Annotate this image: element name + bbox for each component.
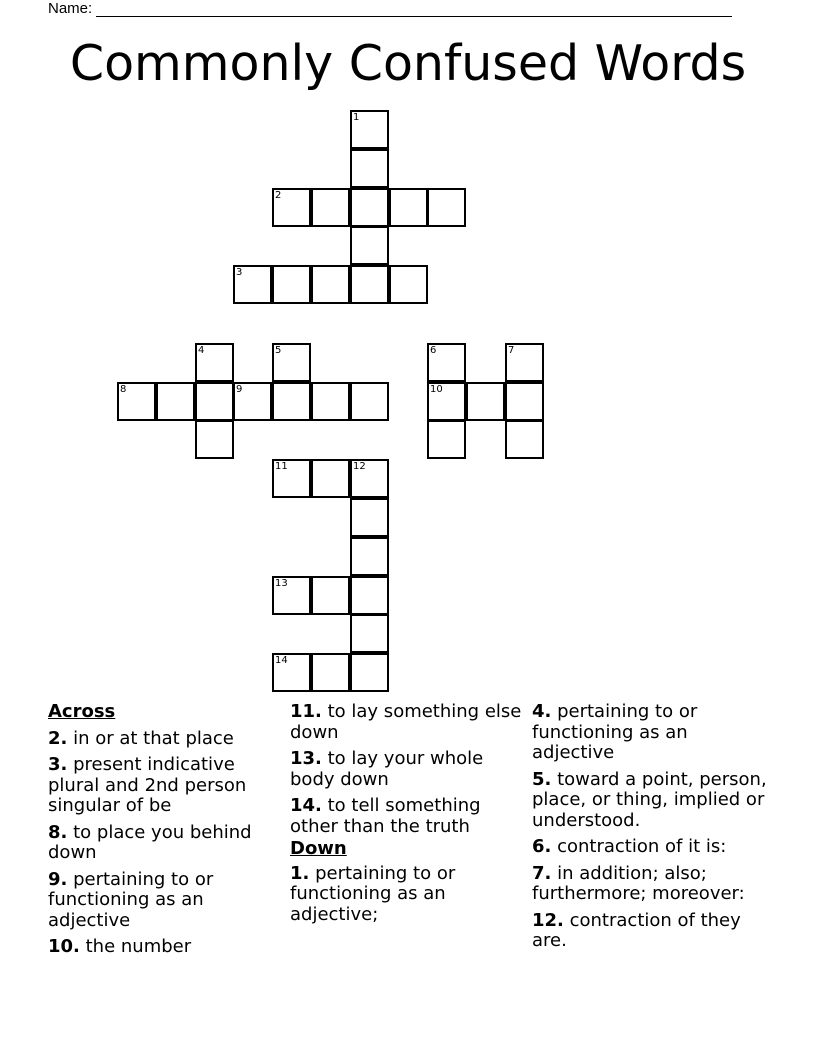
clue-item <box>532 911 770 952</box>
crossword-cell[interactable] <box>272 459 311 498</box>
clue-number: 7. <box>532 862 552 884</box>
cell-number: 10 <box>430 384 443 395</box>
crossword-cell[interactable] <box>350 226 389 265</box>
clue-number: 5. <box>532 768 552 790</box>
crossword-cell[interactable] <box>272 576 311 615</box>
crossword-cell[interactable] <box>311 382 350 421</box>
clue-item <box>48 755 286 817</box>
clue-number: 1. <box>290 862 310 884</box>
crossword-cell[interactable] <box>350 110 389 149</box>
down-clue-list-continued <box>532 702 770 952</box>
crossword-cell[interactable] <box>350 265 389 304</box>
clue-item <box>48 823 286 864</box>
crossword-cell[interactable] <box>195 343 234 382</box>
clue-item <box>48 937 286 958</box>
crossword-cell[interactable] <box>466 382 505 421</box>
clue-text: to place you behind down <box>48 821 252 863</box>
name-label: Name: <box>48 0 93 17</box>
crossword-cell[interactable] <box>156 382 195 421</box>
clue-item <box>532 864 770 905</box>
crossword-cell[interactable] <box>272 382 311 421</box>
clue-number: 8. <box>48 821 68 843</box>
clue-number: 10. <box>48 936 80 957</box>
across-clue-list-continued <box>290 702 528 837</box>
clue-item <box>532 702 770 764</box>
clue-text: pertaining to or functioning as an adjective; <box>290 862 456 925</box>
cell-number: 1 <box>353 112 360 123</box>
crossword-cell[interactable] <box>117 382 156 421</box>
crossword-cell[interactable] <box>350 149 389 188</box>
crossword-cell[interactable] <box>505 420 544 459</box>
clue-number: 9. <box>48 868 68 890</box>
crossword-cell[interactable] <box>350 653 389 692</box>
cell-number: 9 <box>236 384 243 395</box>
clue-text: present indicative plural and 2nd person singular of be <box>48 754 247 816</box>
clue-number: 12. <box>532 909 564 931</box>
cell-number: 4 <box>198 345 205 356</box>
cell-number: 6 <box>430 345 437 356</box>
clue-number: 2. <box>48 727 68 749</box>
clue-number: 4. <box>532 701 552 722</box>
crossword-cell[interactable] <box>427 420 466 459</box>
crossword-cell[interactable] <box>505 382 544 421</box>
clue-text: in or at that place <box>67 727 234 749</box>
clue-item <box>532 770 770 832</box>
crossword-cell[interactable] <box>350 537 389 576</box>
clue-text: in addition; also; furthermore; moreover: <box>532 862 745 904</box>
across-clue-list <box>48 729 286 958</box>
crossword-cell[interactable] <box>389 188 428 227</box>
clue-text: toward a point, person, place, or thing, implied or understood. <box>532 768 767 831</box>
clue-item <box>290 796 528 837</box>
cell-number: 7 <box>508 345 515 356</box>
clue-column-3 <box>532 702 770 958</box>
clue-number: 11. <box>290 701 322 722</box>
clue-text: pertaining to or functioning as an adjective <box>532 701 698 763</box>
crossword-cell[interactable] <box>272 653 311 692</box>
clue-item <box>290 864 528 926</box>
crossword-cell[interactable] <box>350 382 389 421</box>
clue-item <box>48 729 286 750</box>
clue-text: contraction of it is: <box>551 836 727 857</box>
clue-item <box>290 749 528 790</box>
crossword-cell[interactable] <box>350 188 389 227</box>
clue-number: 6. <box>532 836 552 857</box>
crossword-cell[interactable] <box>311 653 350 692</box>
cell-number: 8 <box>120 384 127 395</box>
clue-text: the number <box>79 936 192 957</box>
clue-number: 14. <box>290 795 322 816</box>
across-heading: Across <box>48 701 116 722</box>
crossword-cell[interactable] <box>427 343 466 382</box>
cell-number: 5 <box>275 345 282 356</box>
clue-text: contraction of they are. <box>532 909 741 951</box>
cell-number: 14 <box>275 655 288 666</box>
crossword-cell[interactable] <box>233 382 272 421</box>
clue-item <box>290 702 528 743</box>
clue-text: to lay your whole body down <box>290 748 484 790</box>
crossword-cell[interactable] <box>311 576 350 615</box>
crossword-cell[interactable] <box>233 265 272 304</box>
clue-text: to lay something else down <box>290 701 522 743</box>
crossword-cell[interactable] <box>389 265 428 304</box>
crossword-cell[interactable] <box>195 420 234 459</box>
cell-number: 3 <box>236 267 243 278</box>
crossword-cell[interactable] <box>311 265 350 304</box>
crossword-cell[interactable] <box>272 343 311 382</box>
clue-column-1 <box>48 702 286 964</box>
crossword-cell[interactable] <box>350 576 389 615</box>
crossword-cell[interactable] <box>195 382 234 421</box>
clue-number: 13. <box>290 748 322 769</box>
clue-number: 3. <box>48 754 68 775</box>
crossword-cell[interactable] <box>350 498 389 537</box>
clue-text: to tell something other than the truth <box>290 795 481 837</box>
clue-column-2 <box>290 702 528 931</box>
crossword-cell[interactable] <box>272 265 311 304</box>
crossword-cell[interactable] <box>350 459 389 498</box>
crossword-cell[interactable] <box>427 382 466 421</box>
cell-number: 12 <box>353 461 366 472</box>
crossword-cell[interactable] <box>272 188 311 227</box>
crossword-cell[interactable] <box>350 614 389 653</box>
down-heading: Down <box>290 838 347 859</box>
clue-item <box>48 870 286 932</box>
down-clue-list <box>290 864 528 926</box>
crossword-cell[interactable] <box>311 459 350 498</box>
clue-text: pertaining to or functioning as an adjective <box>48 868 214 931</box>
cell-number: 2 <box>275 190 282 201</box>
cell-number: 13 <box>275 578 288 589</box>
cell-number: 11 <box>275 461 288 472</box>
page-title: Commonly Confused Words <box>69 35 747 92</box>
crossword-cell[interactable] <box>505 343 544 382</box>
crossword-cell[interactable] <box>427 188 466 227</box>
crossword-cell[interactable] <box>311 188 350 227</box>
clue-item <box>532 837 770 858</box>
